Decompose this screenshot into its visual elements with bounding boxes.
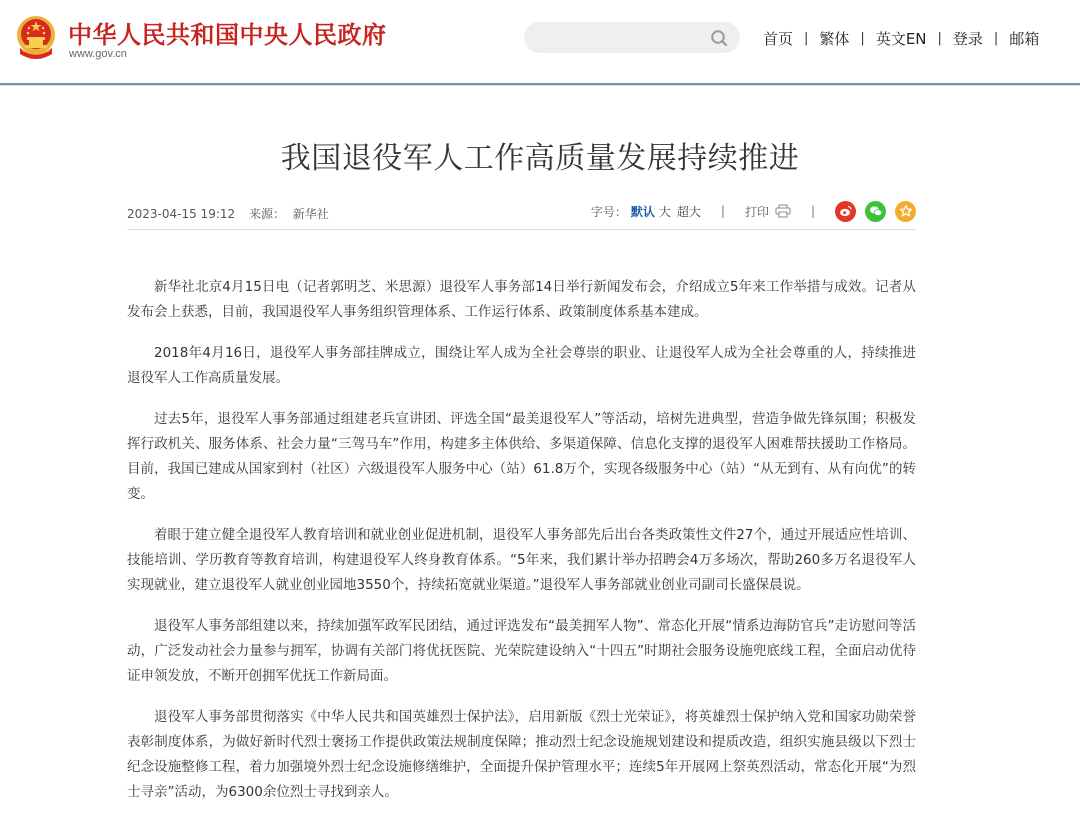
share-weibo-button[interactable] bbox=[835, 201, 856, 222]
printer-icon bbox=[775, 204, 791, 218]
national-emblem-icon[interactable] bbox=[14, 14, 58, 62]
favorite-button[interactable] bbox=[895, 201, 916, 222]
article-paragraph: 着眼于建立健全退役军人教育培训和就业创业促进机制，退役军人事务部先后出台各类政策性文件27个，通过开展适应性培训、技能培训、学历教育等教育培训，构建退役军人终身教育体系。“5年来，我们累计举办招聘会4万多场次，帮助260多万名退役军人实现就业，建立退役军人就业创业园地3550个，持续拓宽就业渠道。”退役军人事务部就业创业司副司长盛保晨说。 bbox=[127, 527, 916, 593]
article-paragraph: 新华社北京4月15日电（记者郭明芝、米思源）退役军人事务部14日举行新闻发布会，介绍成立5年来工作举措与成效。记者从发布会上获悉，目前，我国退役军人事务组织管理体系、工作运行体系、政策制度体系基本建成。 bbox=[127, 279, 916, 320]
tools-separator: | bbox=[810, 204, 815, 218]
site-header bbox=[0, 0, 1080, 85]
search-icon[interactable] bbox=[710, 29, 728, 47]
font-size-label: 字号： bbox=[590, 204, 627, 219]
nav-english-link[interactable]: 英文EN bbox=[875, 30, 927, 48]
article-body bbox=[127, 275, 916, 821]
tools-separator: | bbox=[720, 204, 725, 218]
nav-home-link[interactable]: 首页 bbox=[763, 30, 794, 48]
site-name[interactable]: 中华人民共和国中央人民政府 bbox=[68, 21, 387, 49]
nav-separator: | bbox=[804, 31, 809, 46]
nav-separator: | bbox=[937, 31, 942, 46]
wechat-icon bbox=[869, 204, 883, 218]
source-name: 新华社 bbox=[292, 207, 329, 221]
source-label: 来源： bbox=[248, 207, 285, 221]
article-paragraph: 过去5年，退役军人事务部通过组建老兵宣讲团、评选全国“最美退役军人”等活动，培树先进典型，营造争做先锋氛围；积极发挥行政机关、服务体系、社会力量“三驾马车”作用，构建多主体供给、多渠道保障、信息化支撑的退役军人困难帮扶援助工作格局。目前，我国已建成从国家到村（社区）六级退役军人服务中心（站）61.8万个，实现各级服务中心（站）“从无到有、从有向优”的转变。 bbox=[127, 411, 916, 502]
print-button[interactable] bbox=[745, 203, 791, 220]
article-title: 我国退役军人工作高质量发展持续推进 bbox=[280, 141, 800, 176]
article-meta-bar bbox=[127, 197, 916, 230]
star-icon bbox=[899, 204, 913, 218]
nav-mail-link[interactable]: 邮箱 bbox=[1009, 30, 1040, 48]
publish-date: 2023-04-15 19:12 bbox=[127, 207, 236, 221]
article-paragraph: 退役军人事务部组建以来，持续加强军政军民团结，通过评选发布“最美拥军人物”、常态化开展“情系边海防官兵”走访慰问等活动，广泛发动社会力量参与拥军，协调有关部门将优抚医院、光荣院建设纳入“十四五”时期社会服务设施兜底线工程，全面启动优待证申领发放，不断开创拥军优抚工作新局面。 bbox=[127, 618, 916, 684]
font-size-large[interactable]: 大 bbox=[658, 204, 671, 219]
nav-login-link[interactable]: 登录 bbox=[952, 30, 983, 48]
weibo-icon bbox=[839, 204, 853, 218]
font-size-default[interactable]: 默认 bbox=[630, 204, 655, 219]
search-box bbox=[524, 22, 740, 53]
font-size-extra-large[interactable]: 超大 bbox=[676, 204, 701, 219]
article-paragraph: 退役军人事务部贯彻落实《中华人民共和国英雄烈士保护法》，启用新版《烈士光荣证》，将英雄烈士保护纳入党和国家功勋荣誉表彰制度体系，为做好新时代烈士褒扬工作提供政策法规制度保障；推动烈士纪念设施规划建设和提质改造，组织实施县级以下烈士纪念设施整修工程，着力加强境外烈士纪念设施修缮维护，全面提升保护管理水平；连续5年开展网上祭英烈活动，常态化开展“为烈士寻亲”活动，为6300余位烈士寻找到亲人。 bbox=[127, 709, 916, 800]
nav-traditional-link[interactable]: 繁体 bbox=[819, 30, 850, 48]
site-url[interactable]: www.gov.cn bbox=[69, 48, 127, 60]
nav-separator: | bbox=[860, 31, 865, 46]
print-label: 打印 bbox=[744, 204, 769, 219]
article-paragraph: 2018年4月16日，退役军人事务部挂牌成立，围绕让军人成为全社会尊崇的职业、让退役军人成为全社会尊重的人，持续推进退役军人工作高质量发展。 bbox=[127, 345, 916, 386]
nav-separator: | bbox=[993, 31, 999, 46]
article-tools bbox=[591, 199, 916, 223]
article-info bbox=[127, 205, 339, 222]
share-wechat-button[interactable] bbox=[865, 201, 886, 222]
top-nav bbox=[763, 28, 1039, 49]
search-input[interactable] bbox=[538, 22, 702, 55]
